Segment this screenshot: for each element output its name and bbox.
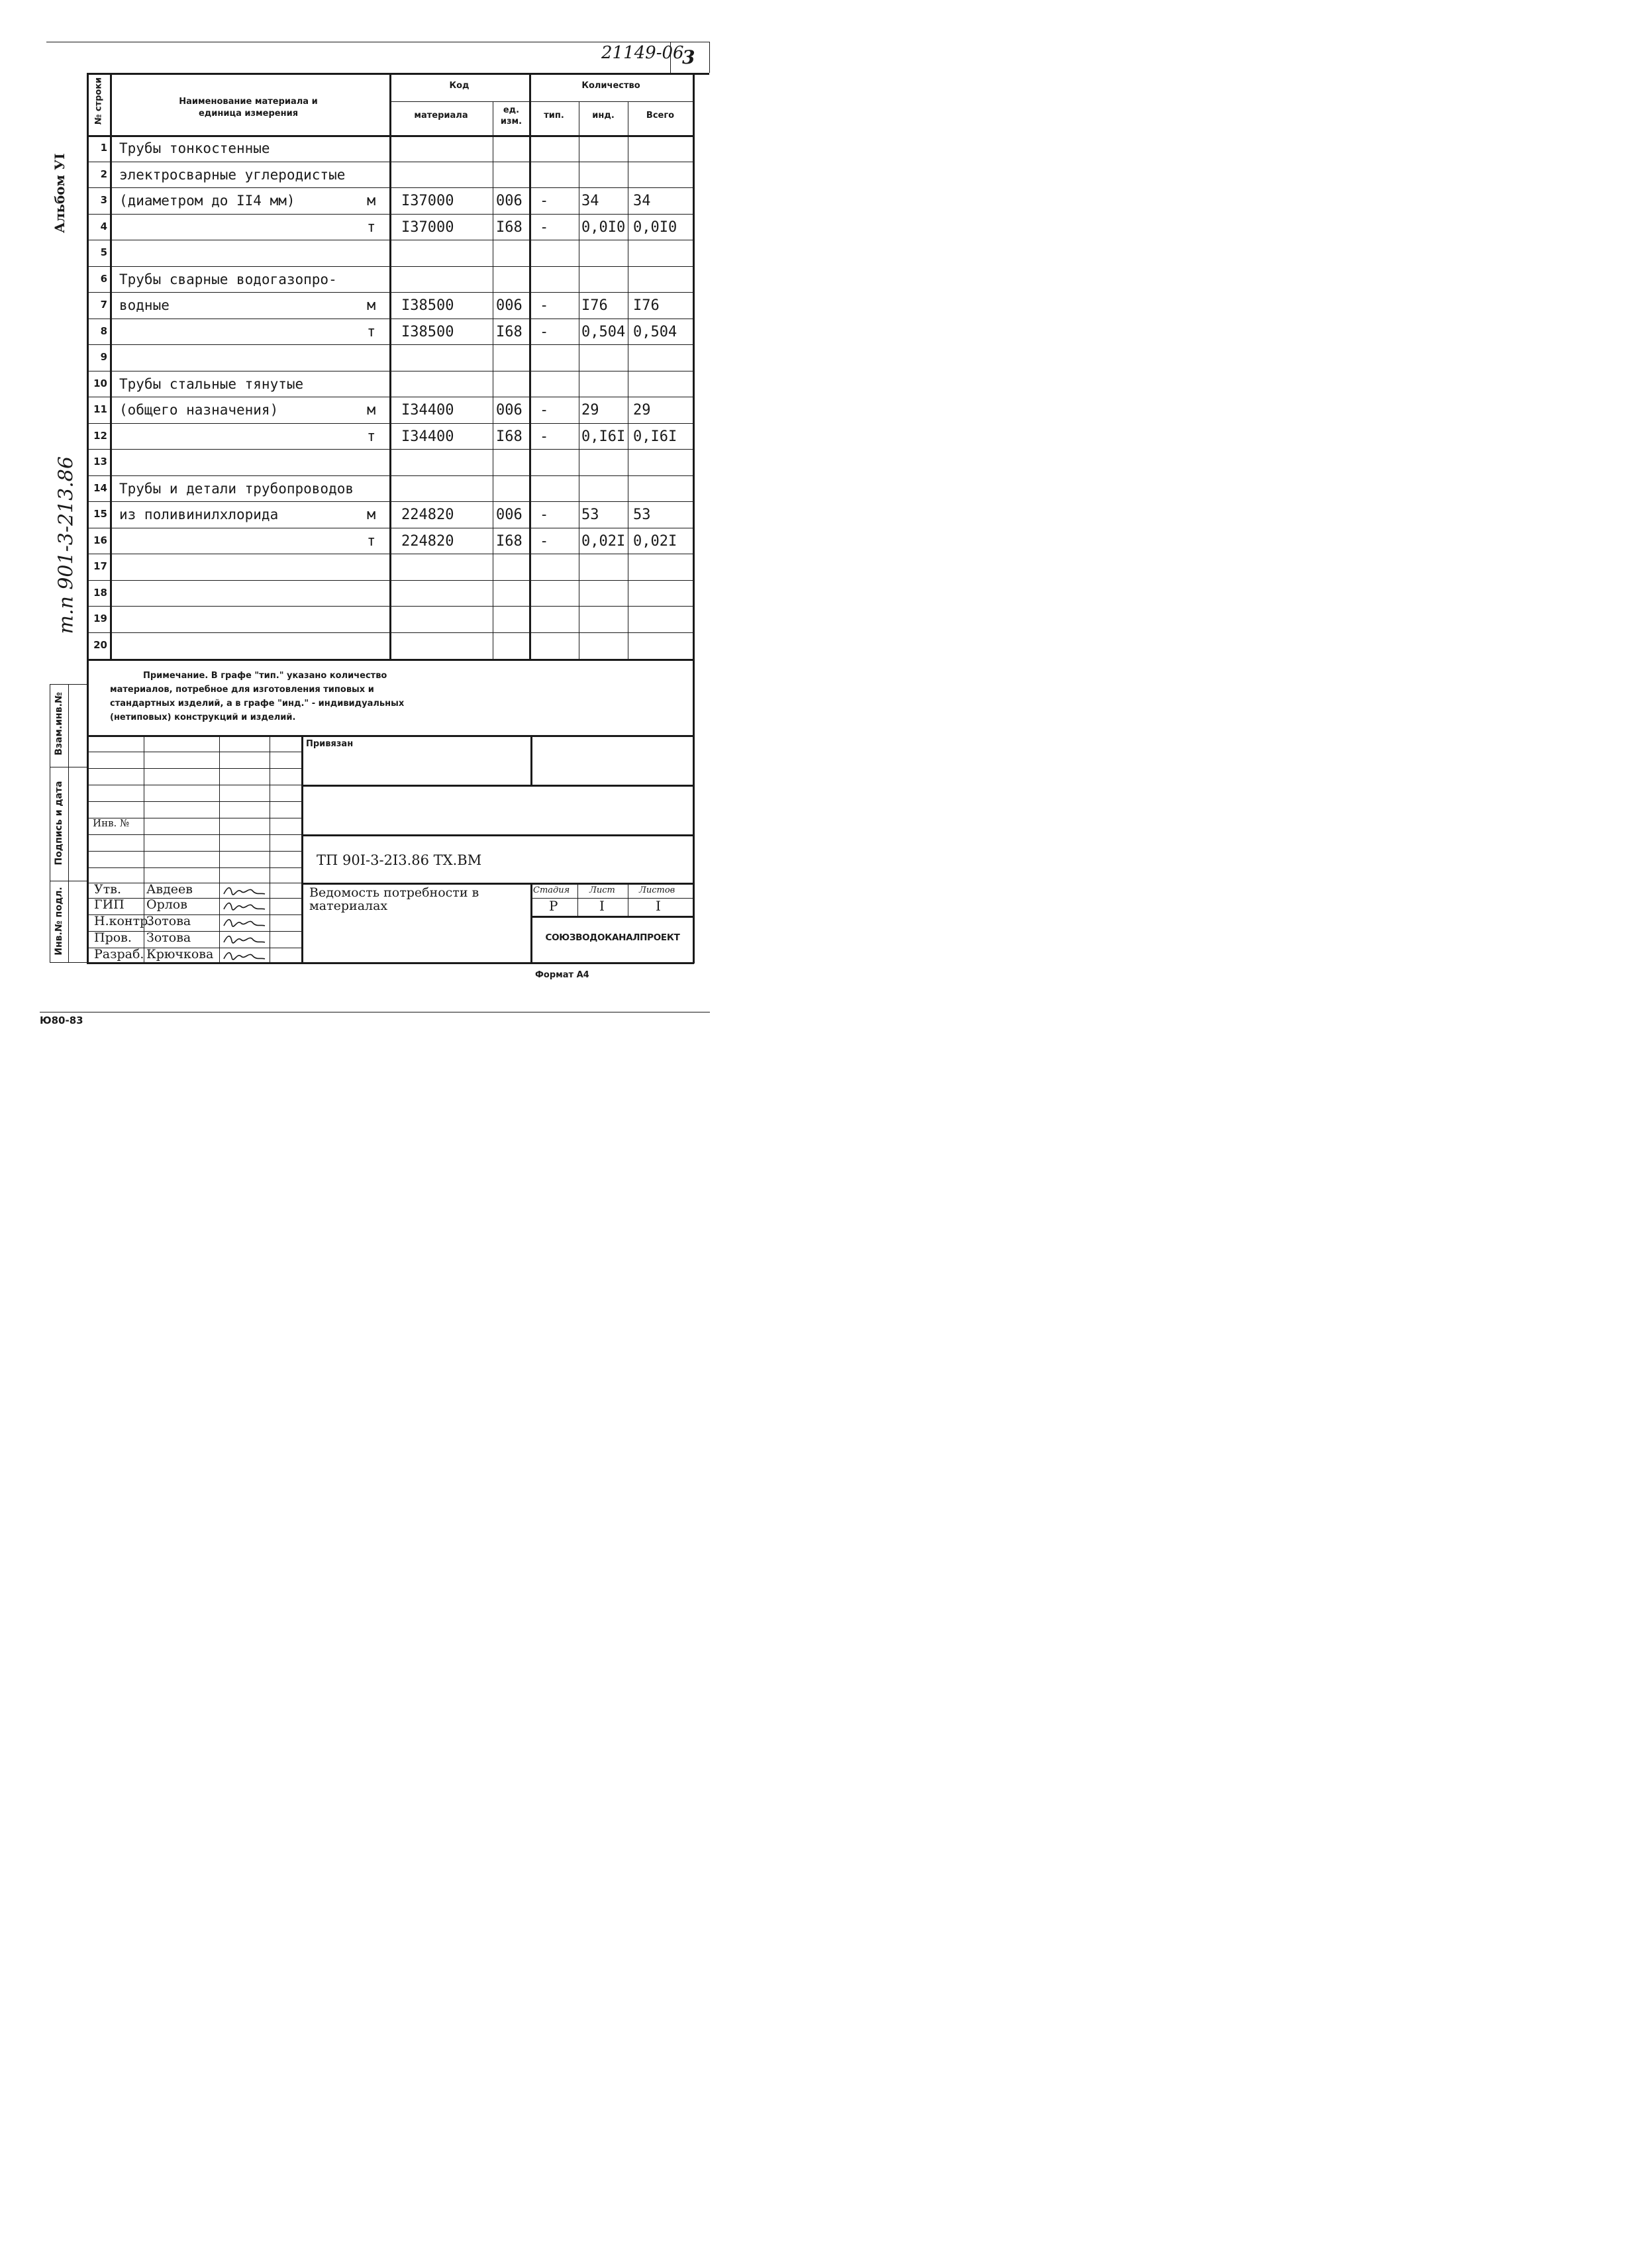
side-label-inv-podl: Инв.№ подл.: [54, 887, 64, 956]
row-name: Трубы стальные тянутые: [119, 375, 304, 392]
note-line-4: (нетиповых) конструкций и изделий.: [110, 713, 296, 722]
row-number: 10: [93, 377, 107, 389]
row-separator: [87, 187, 693, 188]
titleblock-row-4: [301, 883, 694, 885]
sheet-value: I: [599, 898, 605, 914]
row-number: 20: [93, 638, 107, 651]
signature-name: Зотова: [146, 930, 191, 945]
sheets-label: Листов: [639, 885, 675, 895]
row-material-code: I34400: [401, 402, 454, 419]
sheet-number-divider: [670, 42, 671, 73]
header-qty-total: Всего: [646, 111, 675, 121]
row-unit-code: 006: [496, 402, 523, 419]
margin-handwriting: т.п 901-3-213.86: [54, 456, 78, 634]
handwritten-signature: [221, 932, 268, 946]
stage-bottom-rule: [530, 916, 694, 918]
signature-role: Пров.: [94, 930, 132, 945]
stage-value: Р: [549, 898, 558, 914]
row-unit: т: [367, 532, 376, 550]
row-name: Трубы сварные водогазопро-: [119, 271, 337, 287]
row-separator: [87, 501, 693, 502]
row-name: водные: [119, 297, 170, 313]
frame-top: [87, 73, 709, 75]
signature-grid-rule: [87, 851, 301, 852]
row-qty-typ: -: [540, 219, 549, 236]
titleblock-stage-split: [530, 883, 532, 963]
document-title-line-2: материалах: [309, 899, 388, 913]
row-material-code: I34400: [401, 428, 454, 445]
row-number: 7: [100, 299, 107, 311]
row-number: 8: [100, 324, 107, 337]
row-material-code: 224820: [401, 532, 454, 550]
row-separator: [87, 606, 693, 607]
header-mid-rule: [389, 101, 693, 102]
frame-right: [693, 73, 695, 963]
row-qty-ind: 0,02I: [581, 532, 626, 550]
row-number: 18: [93, 586, 107, 599]
header-qty-group: Количество: [581, 81, 640, 91]
organization-name: СОЮЗВОДОКАНАЛПРОЕКТ: [545, 932, 680, 943]
titleblock-row-3: [301, 834, 694, 836]
row-number: 9: [100, 351, 107, 363]
row-separator: [87, 475, 693, 476]
row-separator: [87, 632, 693, 633]
format-label: Формат А4: [535, 970, 589, 980]
sheet-number: 3: [682, 46, 695, 68]
document-code: ТП 90I-3-2I3.86 ТХ.ВМ: [317, 852, 482, 868]
row-number: 17: [93, 560, 107, 572]
note-top-rule: [87, 659, 694, 661]
row-unit-code: 006: [496, 297, 523, 314]
row-unit: т: [367, 219, 376, 236]
row-unit-code: I68: [496, 219, 523, 236]
row-number: 4: [100, 220, 107, 232]
note-block: [110, 669, 468, 724]
row-name: (диаметром до II4 мм): [119, 193, 295, 209]
row-material-code: I37000: [401, 193, 454, 209]
row-material-code: I38500: [401, 297, 454, 314]
row-qty-total: I76: [633, 297, 660, 314]
row-unit-code: 006: [496, 193, 523, 209]
row-number: 1: [100, 142, 107, 154]
row-number: 5: [100, 246, 107, 258]
side-label-podpis: Подпись и дата: [54, 781, 64, 865]
row-name: Трубы и детали трубопроводов: [119, 480, 354, 497]
handwritten-signature: [221, 915, 268, 930]
row-unit: м: [367, 297, 376, 314]
row-qty-total: 29: [633, 402, 651, 419]
signature-grid-rule: [87, 768, 301, 769]
album-label: Альбом УI: [52, 153, 68, 233]
header-code-unit: ед. изм.: [500, 105, 523, 126]
row-qty-total: 0,I6I: [633, 428, 677, 445]
signature-role: Н.контр.: [94, 914, 152, 928]
row-separator: [87, 580, 693, 581]
row-number: 13: [93, 456, 107, 468]
row-material-code: 224820: [401, 507, 454, 523]
row-unit: м: [367, 193, 376, 209]
signature-grid-rule: [87, 867, 301, 868]
header-qty-typ: тип.: [544, 111, 564, 121]
row-qty-ind: I76: [581, 297, 608, 314]
document-code-handwritten: 21149-06: [601, 43, 684, 63]
titleblock-row-2: [301, 785, 694, 787]
footer-code: Ю80-83: [40, 1014, 83, 1026]
signature-name: Орлов: [146, 897, 187, 912]
row-separator: [87, 292, 693, 293]
row-unit-code: I68: [496, 532, 523, 550]
titleblock-vsplit: [301, 735, 303, 963]
row-number: 2: [100, 168, 107, 180]
row-name: из поливинилхлорида: [119, 507, 279, 522]
signature-name: Крючкова: [146, 947, 214, 961]
row-qty-total: 53: [633, 507, 651, 523]
row-number: 3: [100, 194, 107, 206]
side-bottom: [50, 962, 87, 963]
note-line-1: Примечание. В графе "тип." указано количество: [143, 671, 387, 681]
sheet-number-right: [709, 42, 710, 73]
header-code-group: Код: [449, 81, 470, 91]
row-qty-total: 0,02I: [633, 532, 677, 550]
row-name: (общего назначения): [119, 402, 279, 418]
document-title-line-1: Ведомость потребности в: [309, 885, 479, 900]
handwritten-signature: [221, 948, 268, 963]
row-qty-ind: 53: [581, 507, 599, 523]
row-separator: [87, 423, 693, 424]
row-name: Трубы тонкостенные: [119, 140, 270, 156]
signature-grid-rule: [87, 834, 301, 835]
row-unit: м: [367, 507, 376, 523]
signature-role: Разраб.: [94, 947, 144, 961]
header-bottom-rule: [87, 135, 694, 137]
inv-no-label: Инв. №: [93, 817, 130, 829]
note-line-3: стандартных изделий, а в графе "инд." - индивидуальных: [110, 699, 405, 709]
row-unit-code: 006: [496, 507, 523, 523]
titleblock-privyazan-split: [530, 735, 532, 785]
row-unit-code: I68: [496, 323, 523, 340]
row-number: 15: [93, 508, 107, 520]
row-number: 12: [93, 429, 107, 442]
signature-name: Зотова: [146, 914, 191, 928]
row-qty-total: 0,504: [633, 323, 677, 340]
side-label-vzam: Взам.инв.№: [54, 692, 64, 756]
row-qty-total: 34: [633, 193, 651, 209]
row-material-code: I37000: [401, 219, 454, 236]
row-qty-typ: -: [540, 297, 549, 314]
row-number: 19: [93, 613, 107, 624]
row-qty-typ: -: [540, 532, 549, 550]
row-separator: [87, 266, 693, 267]
row-number: 14: [93, 481, 107, 494]
row-unit: т: [367, 323, 376, 340]
sheet-label: Лист: [589, 885, 615, 895]
signature-role: Утв.: [94, 882, 121, 897]
row-qty-typ: -: [540, 193, 549, 209]
stage-col-1: [577, 883, 578, 916]
row-unit: м: [367, 402, 376, 419]
row-material-code: I38500: [401, 323, 454, 340]
row-qty-typ: -: [540, 507, 549, 523]
signature-grid-rule: [87, 801, 301, 802]
row-qty-typ: -: [540, 323, 549, 340]
header-code-material: материала: [414, 111, 468, 121]
row-separator: [87, 344, 693, 345]
note-line-2: материалов, потребное для изготовления типовых и: [110, 685, 374, 695]
row-number: 11: [93, 403, 107, 415]
stage-label: Стадия: [533, 885, 570, 895]
titleblock-top: [87, 735, 694, 737]
row-qty-typ: -: [540, 428, 549, 445]
header-material-name: Наименование материала и единица измерения: [179, 97, 318, 119]
row-qty-total: 0,0I0: [633, 219, 677, 236]
row-qty-ind: 0,0I0: [581, 219, 626, 236]
row-separator: [87, 449, 693, 450]
row-qty-ind: 29: [581, 402, 599, 419]
row-name: электросварные углеродистые: [119, 166, 346, 183]
frame-bottom: [87, 962, 694, 964]
signature-role: ГИП: [94, 897, 124, 912]
row-qty-typ: -: [540, 402, 549, 419]
sheets-value: I: [656, 898, 661, 914]
row-number: 6: [100, 272, 107, 285]
row-unit-code: I68: [496, 428, 523, 445]
privyazan-label: Привязан: [306, 739, 354, 749]
sig-col-2: [219, 735, 220, 963]
row-unit: т: [367, 428, 376, 445]
row-separator: [87, 214, 693, 215]
side-col-mid: [68, 684, 69, 962]
handwritten-signature: [221, 899, 268, 913]
row-qty-ind: 34: [581, 193, 599, 209]
handwritten-signature: [221, 883, 268, 898]
row-qty-ind: 0,I6I: [581, 428, 626, 445]
header-qty-ind: инд.: [592, 111, 615, 121]
row-number: 16: [93, 534, 107, 546]
header-row-number: № строки: [93, 77, 104, 125]
signature-name: Авдеев: [146, 882, 193, 897]
row-qty-ind: 0,504: [581, 323, 626, 340]
